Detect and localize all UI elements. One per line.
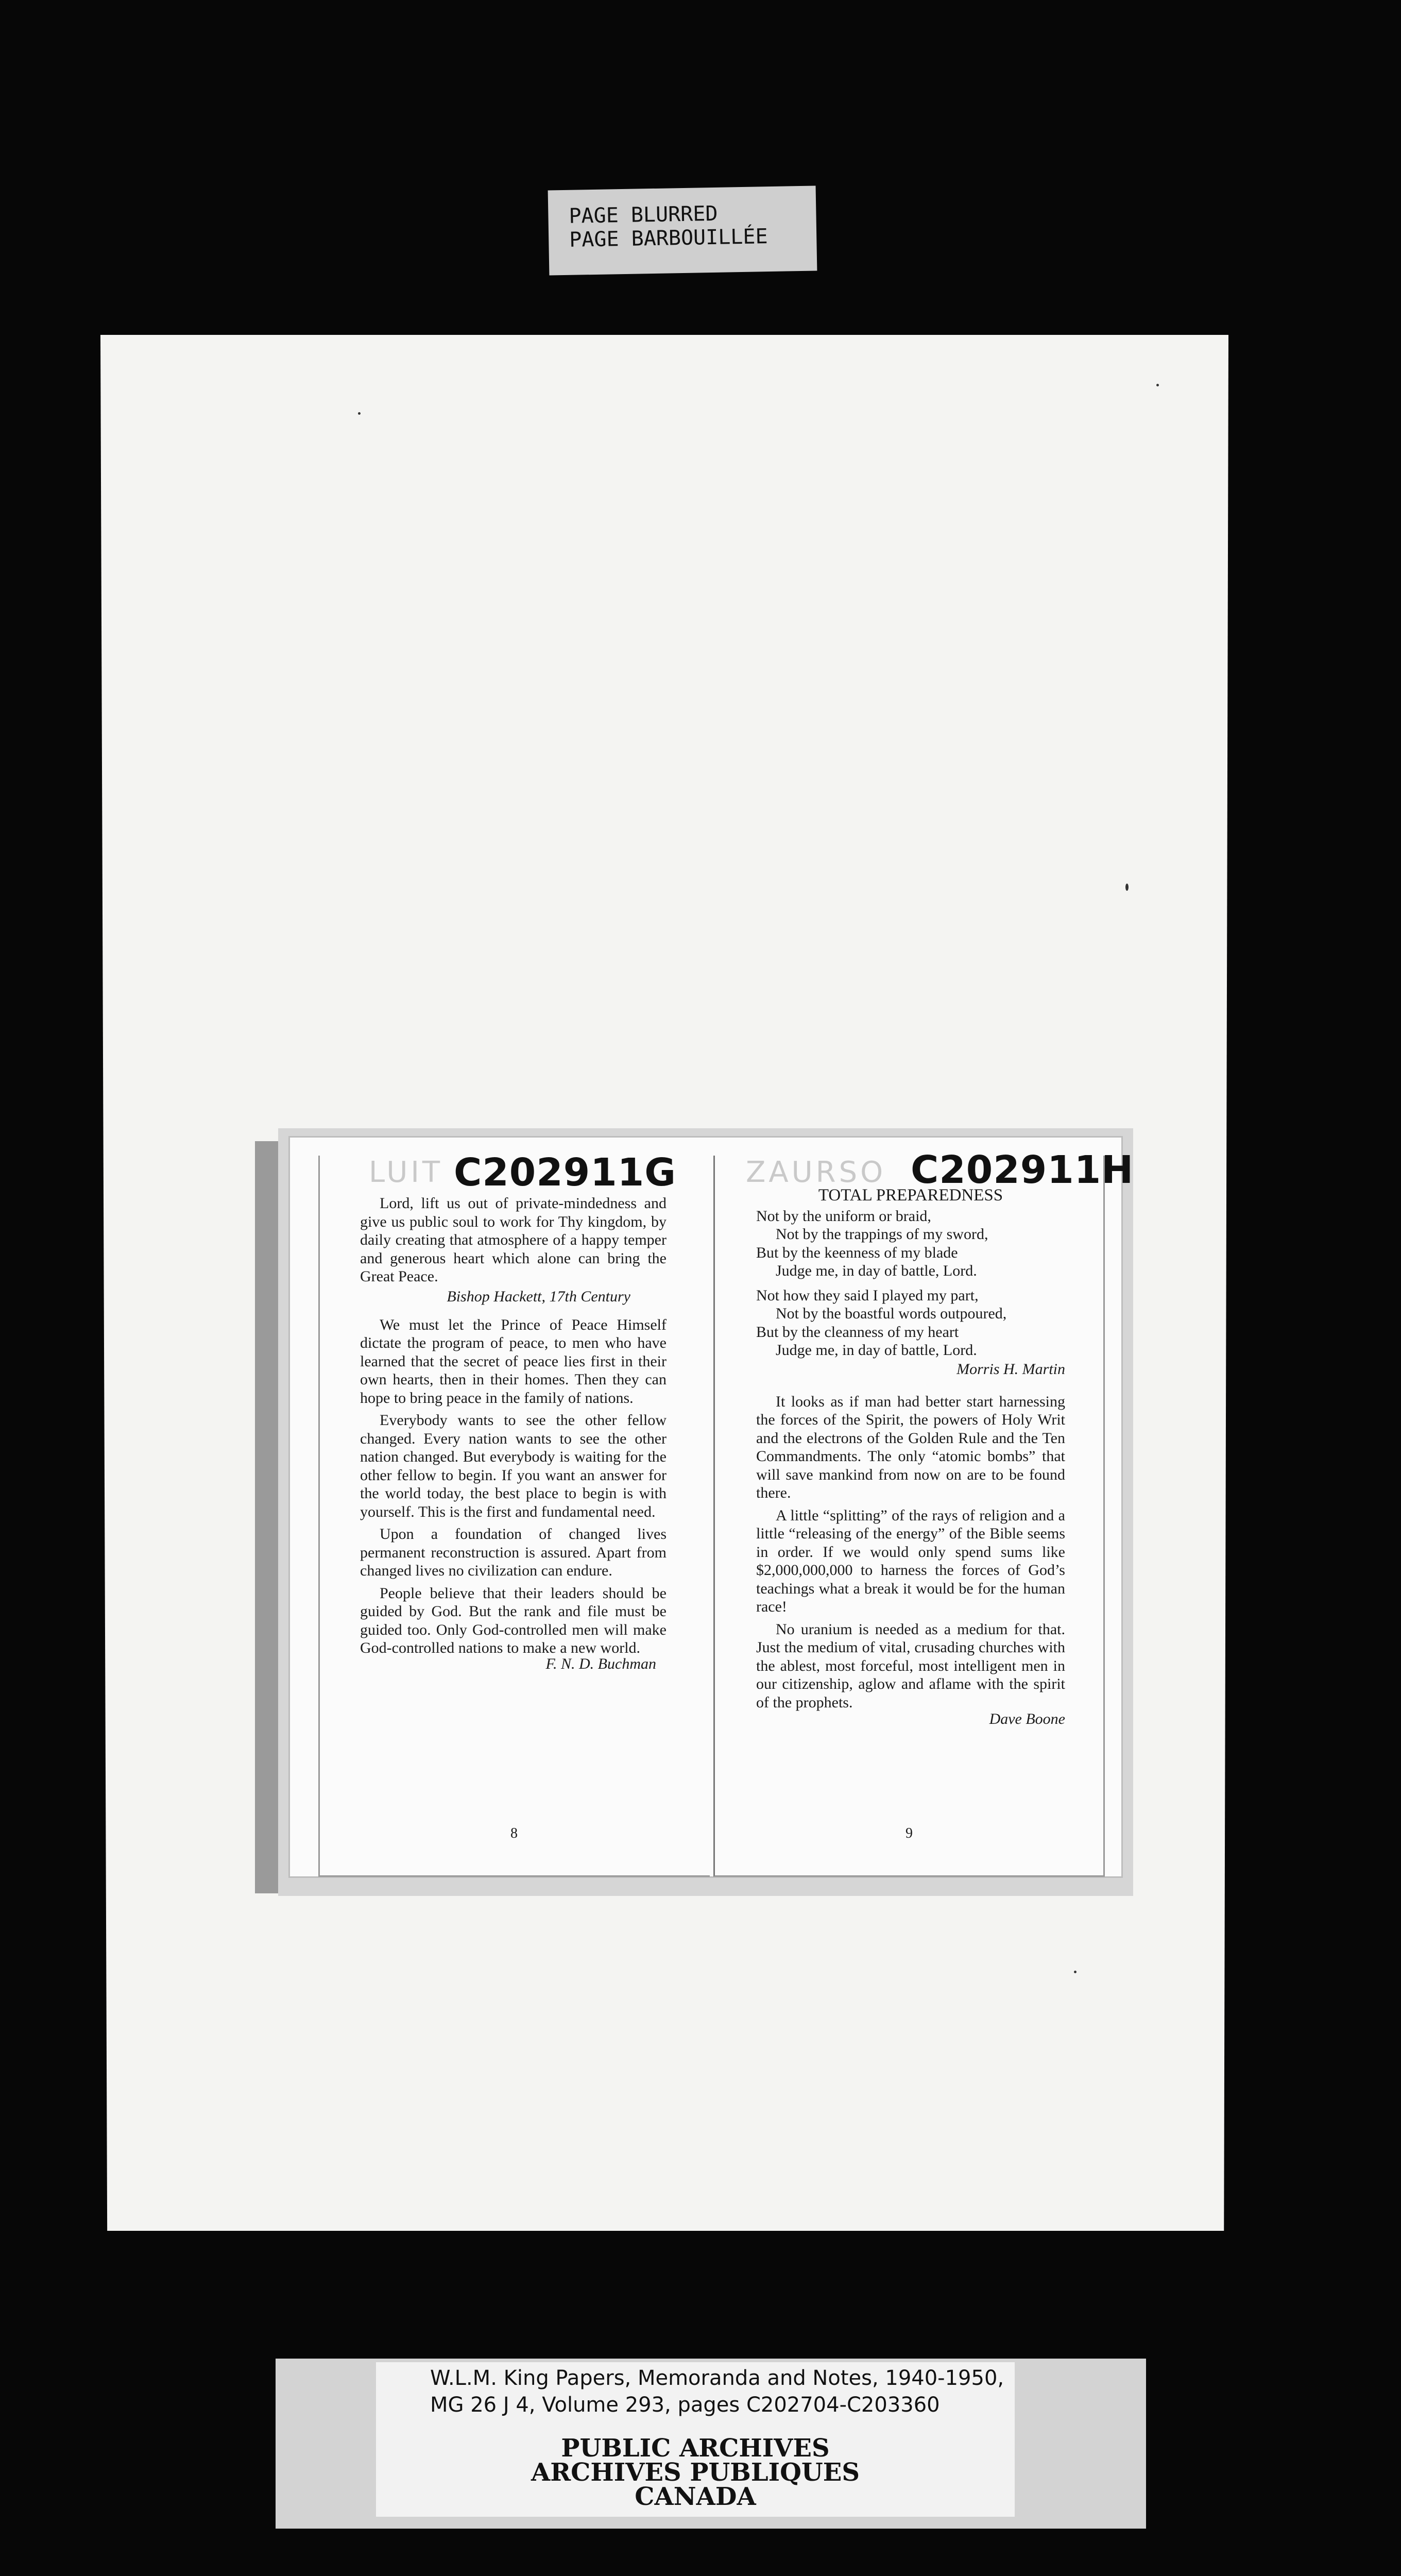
page-number: 8 bbox=[510, 1825, 518, 1841]
verse-line: But by the cleanness of my heart bbox=[756, 1323, 959, 1341]
attribution: Dave Boone bbox=[989, 1710, 1065, 1727]
reference-line-1: W.L.M. King Papers, Memoranda and Notes, 1940-1950, bbox=[430, 2366, 1004, 2390]
archives-name-french: ARCHIVES PUBLIQUES bbox=[531, 2458, 860, 2487]
faded-stamp: ZAURSO bbox=[746, 1156, 886, 1189]
dust-speck bbox=[1125, 884, 1129, 891]
page-number: 9 bbox=[905, 1825, 913, 1841]
archives-name-english: PUBLIC ARCHIVES bbox=[561, 2434, 830, 2463]
dust-speck bbox=[358, 412, 361, 415]
prayer-attribution: Bishop Hackett, 17th Century bbox=[447, 1287, 630, 1305]
dust-speck bbox=[1074, 1971, 1077, 1973]
blurred-page-label bbox=[548, 185, 817, 275]
verse-line: Not by the trappings of my sword, bbox=[776, 1226, 988, 1243]
verse-line: Not how they said I played my part, bbox=[756, 1286, 979, 1304]
label-line-french: PAGE BARBOUILLÉE bbox=[569, 225, 768, 252]
right-page-text bbox=[756, 1187, 1065, 1728]
paragraph: It looks as if man had better start harnessing the forces of the Spirit, the powers of Holy Writ and the electrons of the Golden Rule and the Ten Commandments. The only “atomic bombs” that will save mankind from now on are to be found there. bbox=[756, 1393, 1065, 1501]
faded-stamp: LUIT bbox=[369, 1156, 443, 1189]
reference-line-2: MG 26 J 4, Volume 293, pages C202704-C203360 bbox=[430, 2393, 940, 2417]
booklet-spread bbox=[288, 1136, 1134, 1878]
booklet-page-left bbox=[318, 1150, 710, 1877]
paragraph: No uranium is needed as a medium for that. Just the medium of vital, crusading churches with the ablest, most forceful, most intelligent men in our citizenship, aglow and aflame with the spirit of the prophets. bbox=[756, 1620, 1065, 1711]
paragraph: We must let the Prince of Peace Himself dictate the program of peace, to men who have learned that the secret of peace lies first in their own hearts, then in their homes. Then they can hope to bring peace in the family of nations. bbox=[360, 1316, 667, 1406]
booklet-page-right bbox=[713, 1148, 1134, 1877]
paragraph: Upon a foundation of changed lives permanent reconstruction is assured. Apart from changed lives no civilization can endure. bbox=[360, 1526, 667, 1579]
left-page-text bbox=[360, 1194, 667, 1673]
verse-line: Not by the uniform or braid, bbox=[756, 1207, 931, 1225]
stamp-number: C202911H bbox=[911, 1148, 1134, 1192]
verse-line: Judge me, in day of battle, Lord. bbox=[776, 1262, 977, 1279]
paragraph: A little “splitting” of the rays of religion and a little “releasing of the energy” of the Bible seems in order. If we would only spend sums like $2,000,000,000 to harness the forces of God’s teachings what a break it would be for the human race! bbox=[756, 1506, 1065, 1615]
verse-attribution: Morris H. Martin bbox=[956, 1360, 1065, 1378]
dust-speck bbox=[1156, 384, 1159, 386]
archives-country: CANADA bbox=[635, 2482, 756, 2511]
verse-line: But by the keenness of my blade bbox=[756, 1244, 958, 1261]
stamp-number: C202911G bbox=[454, 1150, 676, 1195]
attribution: F. N. D. Buchman bbox=[545, 1655, 656, 1672]
archive-reference bbox=[430, 2365, 1004, 2418]
verse-line: Not by the boastful words outpoured, bbox=[776, 1305, 1007, 1322]
prayer-text: Lord, lift us out of private-mindedness and give us public soul to work for Thy kingdom, by daily creating that atmosphere of a happy temper and generous heart which alone can bring the Great Peace. bbox=[360, 1195, 667, 1285]
article-title: TOTAL PREPAREDNESS bbox=[818, 1186, 1003, 1205]
verse-line: Judge me, in day of battle, Lord. bbox=[776, 1342, 977, 1359]
label-line-english: PAGE BLURRED bbox=[569, 201, 718, 228]
paragraph: People believe that their leaders should be guided by God. But the rank and file must be guided too. Only God-controlled men will make God-controlled nations to make a new world. bbox=[360, 1584, 667, 1656]
paragraph: Everybody wants to see the other fellow changed. Every nation wants to see the other nation changed. But everybody is waiting for the other fellow to begin. If you want an answer for the world today, the best place to begin is with yourself. This is the first and fundamental need. bbox=[360, 1412, 667, 1520]
